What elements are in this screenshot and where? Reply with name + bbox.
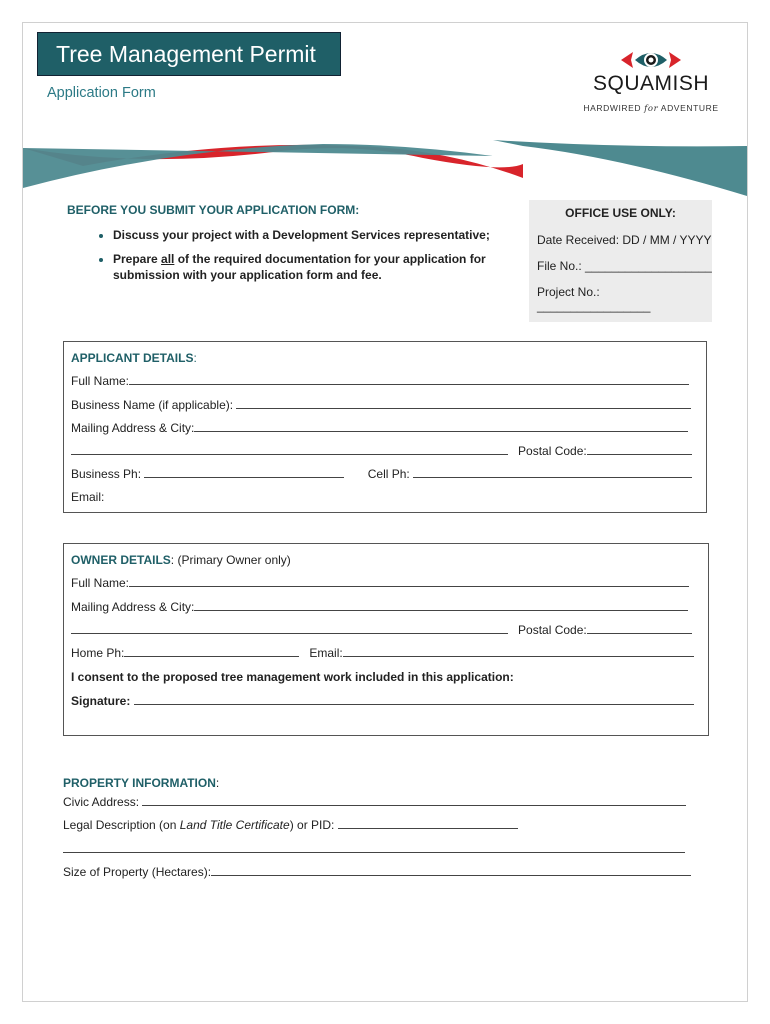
owner-postal-field[interactable]: [587, 623, 692, 634]
applicant-name-label: Full Name:: [71, 374, 130, 388]
project-no-field: Project No.: _________________: [537, 285, 651, 313]
business-name-label: Business Name (if applicable):: [71, 398, 234, 412]
legal-description-line2-field[interactable]: [63, 842, 685, 853]
signature-label: Signature:: [71, 694, 131, 708]
applicant-postal-field[interactable]: [587, 444, 692, 455]
applicant-postal-label: Postal Code:: [518, 444, 587, 458]
form-title: Tree Management Permit: [37, 32, 341, 76]
before-item-prepare: • Prepare all of the required documentation for your application for submission with your application form and fee.: [113, 251, 527, 283]
header-swoosh: [23, 118, 747, 208]
permit-page: [22, 22, 748, 1002]
logo-tagline: HARDWIRED for ADVENTURE: [583, 103, 719, 114]
home-ph-field[interactable]: [124, 646, 299, 657]
before-list: [67, 227, 527, 283]
squamish-logo: [576, 49, 726, 121]
owner-email-field[interactable]: [343, 646, 694, 657]
applicant-details-box: [63, 341, 707, 513]
home-ph-label: Home Ph:: [71, 646, 125, 660]
owner-name-field[interactable]: [129, 576, 689, 587]
signature-field[interactable]: [134, 694, 694, 705]
before-heading: BEFORE YOU SUBMIT YOUR APPLICATION FORM:: [67, 203, 360, 217]
property-size-label: Size of Property (Hectares):: [63, 865, 212, 879]
business-ph-field[interactable]: [144, 467, 344, 478]
date-received-field: Date Received: DD / MM / YYYY: [537, 233, 712, 247]
before-submit-section: [67, 203, 527, 291]
property-size-field[interactable]: [211, 865, 691, 876]
property-heading: PROPERTY INFORMATION:: [63, 776, 220, 790]
applicant-address-line2-field[interactable]: [71, 444, 508, 455]
owner-mailing-field[interactable]: [194, 600, 688, 611]
owner-address-line2-field[interactable]: [71, 623, 508, 634]
squamish-emblem-icon: [619, 49, 683, 71]
owner-postal-label: Postal Code:: [518, 623, 587, 637]
before-item-discuss: • Discuss your project with a Development Services representative;: [113, 227, 527, 243]
owner-heading: OWNER DETAILS: (Primary Owner only): [71, 553, 291, 567]
owner-details-box: [63, 543, 709, 736]
business-name-field[interactable]: [236, 398, 691, 409]
applicant-mailing-field[interactable]: [194, 421, 688, 432]
logo-wordmark: SQUAMISH: [592, 72, 709, 95]
cell-ph-label: Cell Ph:: [367, 467, 410, 481]
office-use-box: [529, 200, 712, 322]
legal-description-label: Legal Description (on Land Title Certificate) or PID:: [63, 818, 335, 832]
consent-statement: I consent to the proposed tree management work included in this application:: [71, 670, 514, 684]
cell-ph-field[interactable]: [413, 467, 692, 478]
form-subtitle: Application Form: [47, 85, 156, 101]
civic-address-field[interactable]: [142, 795, 686, 806]
office-heading: OFFICE USE ONLY:: [565, 206, 676, 220]
file-no-field: File No.: ___________________: [537, 259, 712, 273]
applicant-email-label: Email:: [71, 490, 105, 504]
owner-email-label: Email:: [309, 646, 343, 660]
applicant-name-field[interactable]: [129, 374, 689, 385]
owner-name-label: Full Name:: [71, 576, 130, 590]
owner-mailing-label: Mailing Address & City:: [71, 600, 195, 614]
business-ph-label: Business Ph:: [71, 467, 142, 481]
applicant-heading: APPLICANT DETAILS:: [71, 351, 197, 365]
applicant-mailing-label: Mailing Address & City:: [71, 421, 195, 435]
civic-address-label: Civic Address:: [63, 795, 140, 809]
legal-description-field[interactable]: [338, 818, 518, 829]
